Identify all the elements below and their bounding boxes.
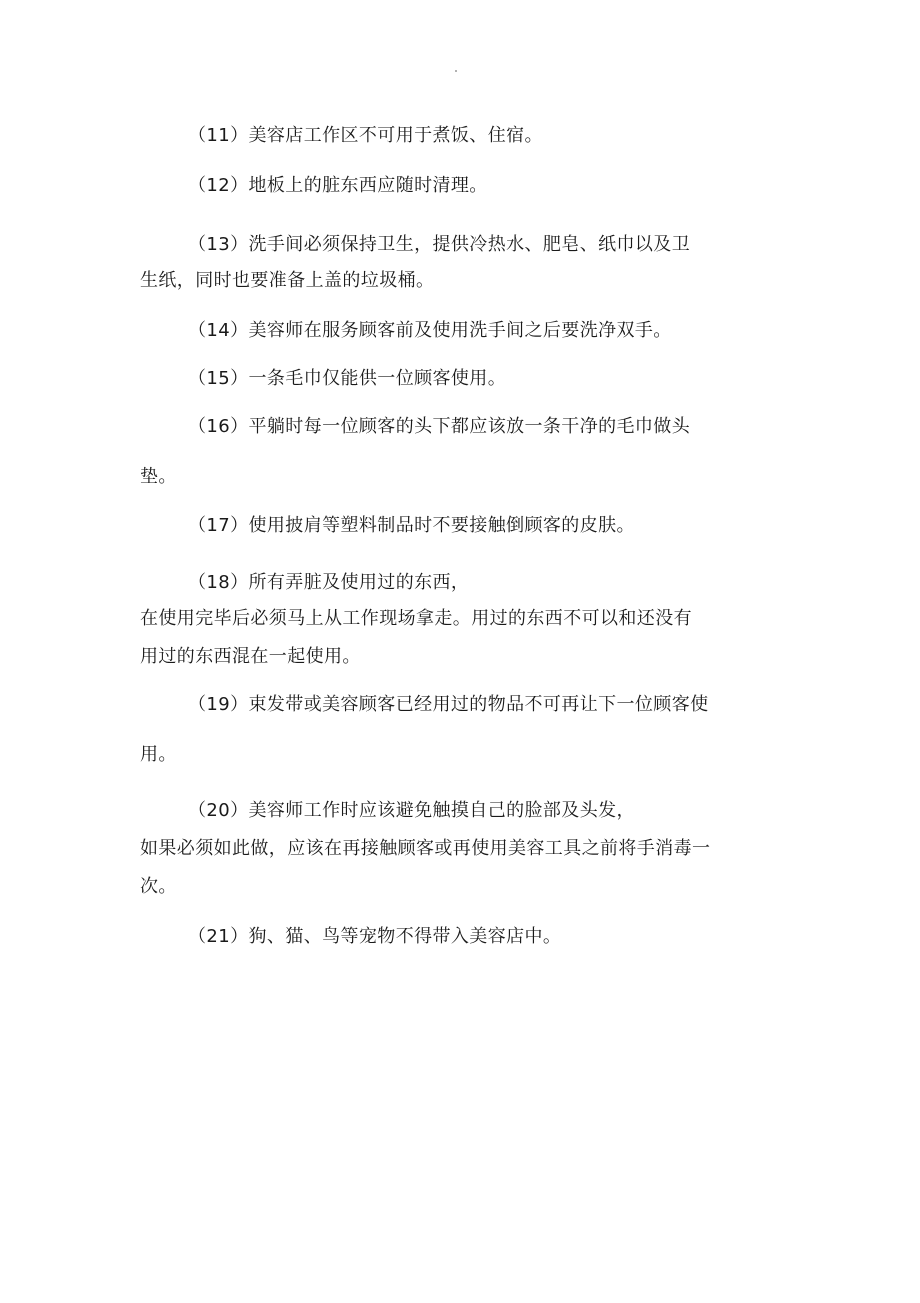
rule-13-line-2: 生纸，同时也要准备上盖的垃圾桶。 [140, 270, 435, 291]
rule-13-line-1: （13）洗手间必须保持卫生，提供冷热水、肥皂、纸巾以及卫 [188, 234, 691, 255]
rule-17-line-1: （17）使用披肩等塑料制品时不要接触倒顾客的皮肤。 [188, 515, 635, 536]
rule-20-line-2: 如果必须如此做，应该在再接触顾客或再使用美容工具之前将手消毒一 [140, 838, 711, 859]
rule-18-line-1: （18）所有弄脏及使用过的东西， [188, 572, 470, 593]
rule-12-line-1: （12）地板上的脏东西应随时清理。 [188, 175, 488, 196]
rule-19-line-1: （19）束发带或美容顾客已经用过的物品不可再让下一位顾客使 [188, 694, 709, 715]
rule-11-line-1: （11）美容店工作区不可用于煮饭、住宿。 [188, 125, 543, 146]
rule-19-line-2: 用。 [140, 744, 177, 765]
rule-18-line-3: 用过的东西混在一起使用。 [140, 646, 361, 667]
rule-14-line-1: （14）美容师在服务顾客前及使用洗手间之后要洗净双手。 [188, 320, 672, 341]
rule-20-line-3: 次。 [140, 876, 177, 897]
rule-18-line-2: 在使用完毕后必须马上从工作现场拿走。用过的东西不可以和还没有 [140, 608, 692, 629]
rule-15-line-1: （15）一条毛巾仅能供一位顾客使用。 [188, 368, 507, 389]
page-marker [455, 70, 457, 72]
rule-21-line-1: （21）狗、猫、鸟等宠物不得带入美容店中。 [188, 926, 562, 947]
rule-16-line-2: 垫。 [140, 466, 177, 487]
rule-20-line-1: （20）美容师工作时应该避免触摸自己的脸部及头发， [188, 800, 635, 821]
rule-16-line-1: （16）平躺时每一位顾客的头下都应该放一条干净的毛巾做头 [188, 416, 691, 437]
